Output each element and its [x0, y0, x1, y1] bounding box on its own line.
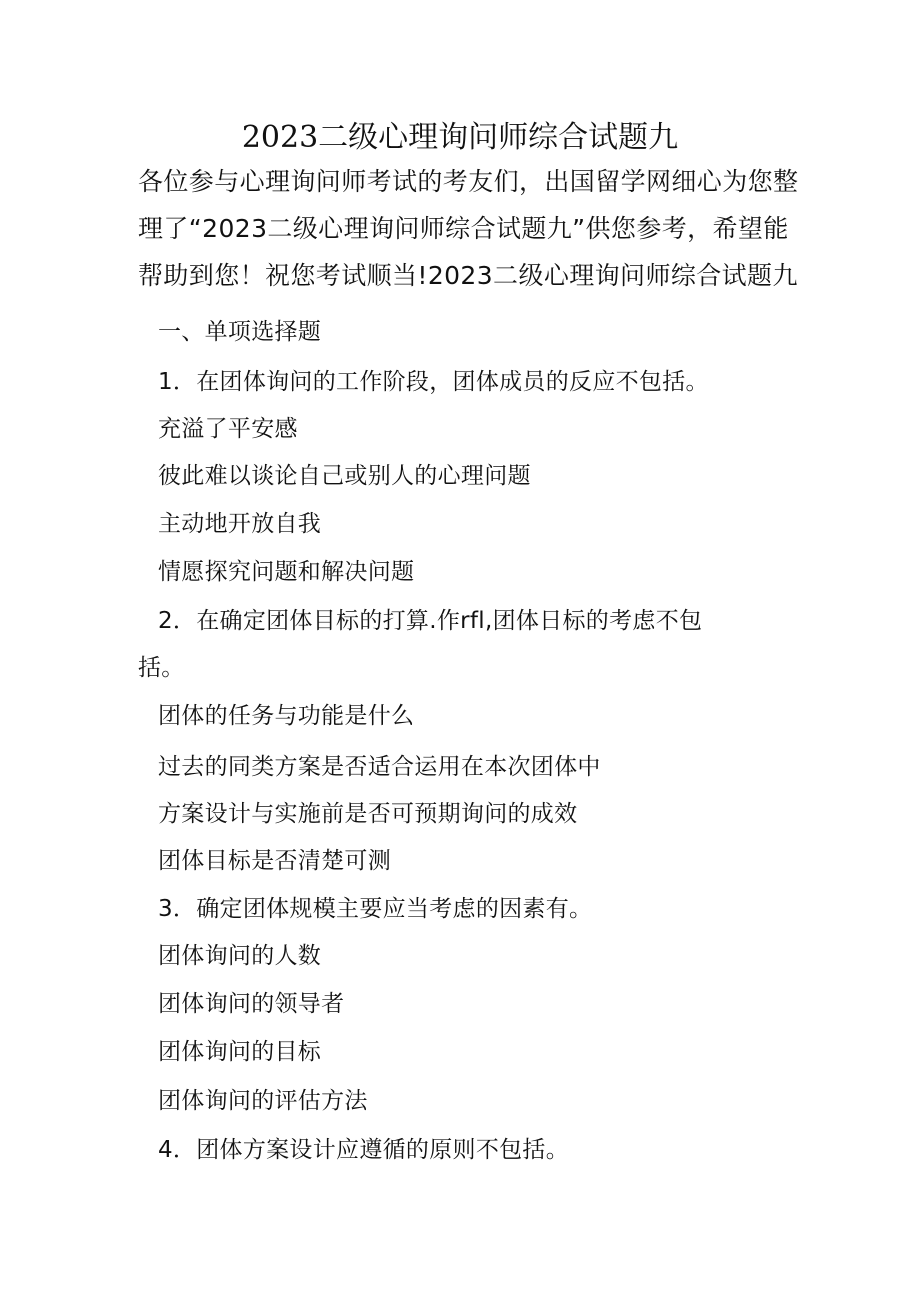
question-1-stem: 1．在团体询问的工作阶段，团体成员的反应不包括。	[158, 369, 709, 395]
intro-line-3: 帮助到您！祝您考试顺当!2023二级心理询问师综合试题九	[138, 261, 798, 290]
intro-line-1: 各位参与心理询问师考试的考友们，出国留学网细心为您整	[138, 167, 799, 196]
question-1-option: 情愿探究问题和解决问题	[158, 559, 415, 585]
question-2-stem-continued: 括。	[138, 655, 185, 681]
question-4-stem: 4．团体方案设计应遵循的原则不包括。	[158, 1137, 570, 1163]
question-3-option: 团体询问的目标	[158, 1039, 322, 1065]
document-title: 2023二级心理询问师综合试题九	[241, 120, 679, 155]
question-3-stem: 3．确定团体规模主要应当考虑的因素有。	[158, 896, 593, 922]
question-1-option: 充溢了平安感	[158, 416, 298, 442]
question-2-option: 团体目标是否清楚可测	[158, 848, 391, 874]
question-3-option: 团体询问的领导者	[158, 991, 345, 1017]
section-heading: 一、单项选择题	[158, 319, 322, 345]
question-1-option: 主动地开放自我	[158, 511, 322, 537]
question-2-stem: 2．在确定团体目标的打算.作rfl,团体日标的考虑不包	[158, 608, 703, 634]
question-2-option: 团体的任务与功能是什么	[158, 703, 415, 729]
question-1-option: 彼此难以谈论自己或别人的心理问题	[158, 463, 531, 489]
intro-line-2: 理了“2023二级心理询问师综合试题九”供您参考，希望能	[138, 214, 789, 243]
question-3-option: 团体询问的评估方法	[158, 1088, 368, 1114]
question-3-option: 团体询问的人数	[158, 943, 322, 969]
question-2-option: 方案设计与实施前是否可预期询问的成效	[158, 801, 578, 827]
question-2-option: 过去的同类方案是否适合运用在本次团体中	[158, 754, 601, 780]
